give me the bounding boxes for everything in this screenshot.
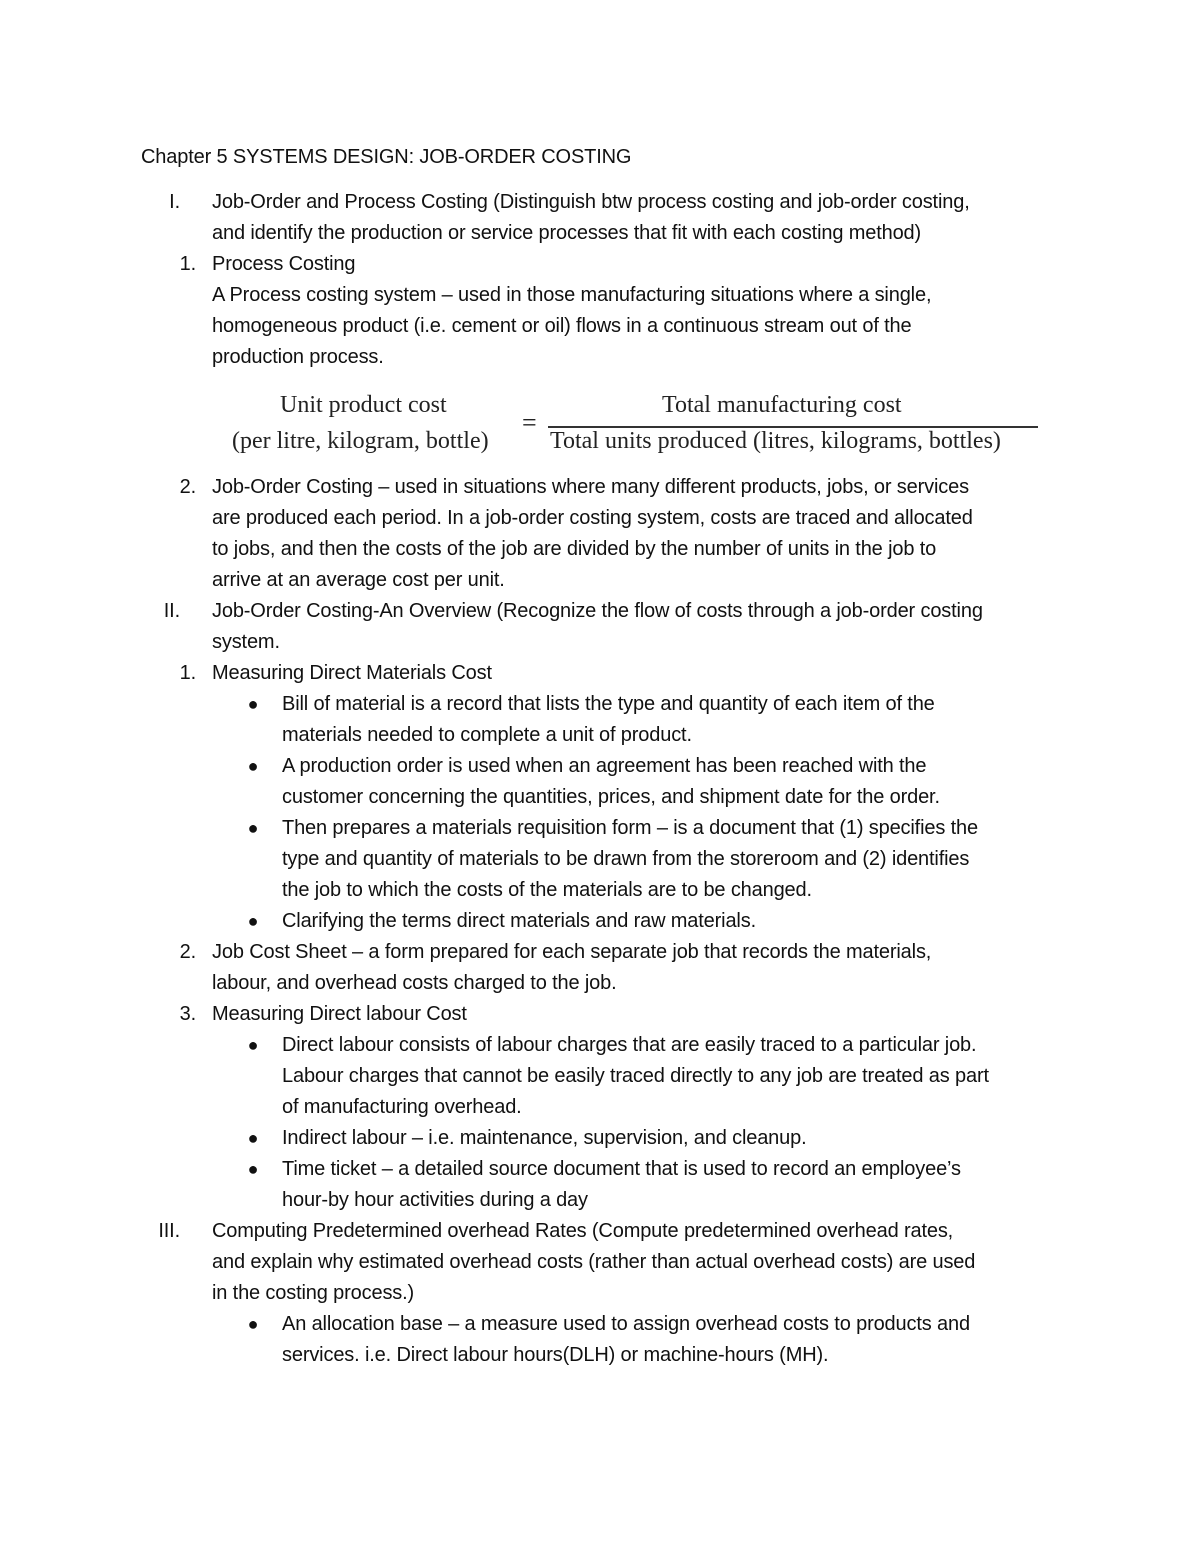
bullet-dot-icon: ● (247, 818, 259, 838)
bullet-dot-icon: ● (247, 694, 259, 714)
bullet-text-line: type and quantity of materials to be drawn from the storeroom and (2) identifies (282, 848, 970, 870)
formula-right-numerator: Total manufacturing cost (662, 392, 902, 418)
bullet-dot-icon: ● (247, 1128, 259, 1148)
bullet-dot-icon: ● (247, 911, 259, 931)
item-text-line: Measuring Direct labour Cost (212, 1003, 467, 1025)
bullet-text-line: customer concerning the quantities, prices, and shipment date for the order. (282, 786, 940, 808)
section-ii-heading-line-2: system. (212, 631, 280, 653)
bullet-text-line: Indirect labour – i.e. maintenance, supervision, and cleanup. (282, 1127, 807, 1149)
item-text-line: homogeneous product (i.e. cement or oil) flows in a continuous stream out of the (212, 315, 912, 337)
bullet-dot-icon: ● (247, 756, 259, 776)
bullet-text-line: A production order is used when an agreement has been reached with the (282, 755, 927, 777)
bullet-dot-icon: ● (247, 1314, 259, 1334)
bullet-text-line: Labour charges that cannot be easily traced directly to any job are treated as part (282, 1065, 989, 1087)
item-process-costing-title: Process Costing (212, 253, 356, 275)
bullet-text-line: Time ticket – a detailed source document that is used to record an employee’s (282, 1158, 961, 1180)
bullet-text-line: An allocation base – a measure used to assign overhead costs to products and (282, 1313, 970, 1335)
item-text-line: to jobs, and then the costs of the job are divided by the number of units in the job to (212, 538, 937, 560)
bullet-text-line: Clarifying the terms direct materials and raw materials. (282, 910, 756, 932)
bullet-text-line: of manufacturing overhead. (282, 1096, 522, 1118)
item-text-line: A Process costing system – used in those manufacturing situations where a single, (212, 284, 932, 306)
item-marker: 1. (179, 253, 196, 275)
bullet-dot-icon: ● (247, 1159, 259, 1179)
formula-left-numerator: Unit product cost (280, 392, 447, 418)
formula-left-denominator: (per litre, kilogram, bottle) (232, 428, 489, 454)
section-iii-heading-line-1: Computing Predetermined overhead Rates (Compute predetermined overhead rates, (212, 1220, 954, 1242)
item-text-line: production process. (212, 346, 384, 368)
bullet-text-line: Direct labour consists of labour charges that are easily traced to a particular job. (282, 1034, 977, 1056)
page-title: Chapter 5 SYSTEMS DESIGN: JOB-ORDER COSTING (141, 146, 632, 168)
item-marker: 3. (179, 1003, 196, 1025)
item-marker: 2. (179, 941, 196, 963)
section-ii-heading-line-1: Job-Order Costing-An Overview (Recognize the flow of costs through a job-order costing (212, 600, 983, 622)
bullet-text-line: the job to which the costs of the materials are to be changed. (282, 879, 812, 901)
bullet-text-line: Then prepares a materials requisition form – is a document that (1) specifies the (282, 817, 978, 839)
item-marker: 2. (179, 476, 196, 498)
bullet-text-line: services. i.e. Direct labour hours(DLH) or machine-hours (MH). (282, 1344, 829, 1366)
bullet-text-line: materials needed to complete a unit of product. (282, 724, 692, 746)
bullet-text-line: Bill of material is a record that lists the type and quantity of each item of the (282, 693, 935, 715)
unit-cost-formula (228, 390, 1048, 460)
bullet-dot-icon: ● (247, 1035, 259, 1055)
bullet-text-line: hour-by hour activities during a day (282, 1189, 588, 1211)
section-i-heading-line-2: and identify the production or service processes that fit with each costing method) (212, 222, 922, 244)
item-text-line: are produced each period. In a job-order costing system, costs are traced and allocated (212, 507, 973, 529)
section-iii-heading-line-2: and explain why estimated overhead costs (rather than actual overhead costs) are used (212, 1251, 976, 1273)
formula-equals-sign: = (522, 408, 537, 437)
item-marker: 1. (179, 662, 196, 684)
section-iii-heading-line-3: in the costing process.) (212, 1282, 415, 1304)
item-text-line: arrive at an average cost per unit. (212, 569, 505, 591)
item-text-line: labour, and overhead costs charged to the job. (212, 972, 617, 994)
item-text-line: Job-Order Costing – used in situations where many different products, jobs, or services (212, 476, 969, 498)
section-marker-i: I. (169, 191, 180, 213)
section-i-heading-line-1: Job-Order and Process Costing (Distinguish btw process costing and job-order costing, (212, 191, 970, 213)
item-text-line: Job Cost Sheet – a form prepared for each separate job that records the materials, (212, 941, 932, 963)
item-text-line: Measuring Direct Materials Cost (212, 662, 492, 684)
section-marker-ii: II. (163, 600, 180, 622)
formula-right-denominator: Total units produced (litres, kilograms, bottles) (550, 428, 1001, 454)
section-marker-iii: III. (158, 1220, 180, 1242)
